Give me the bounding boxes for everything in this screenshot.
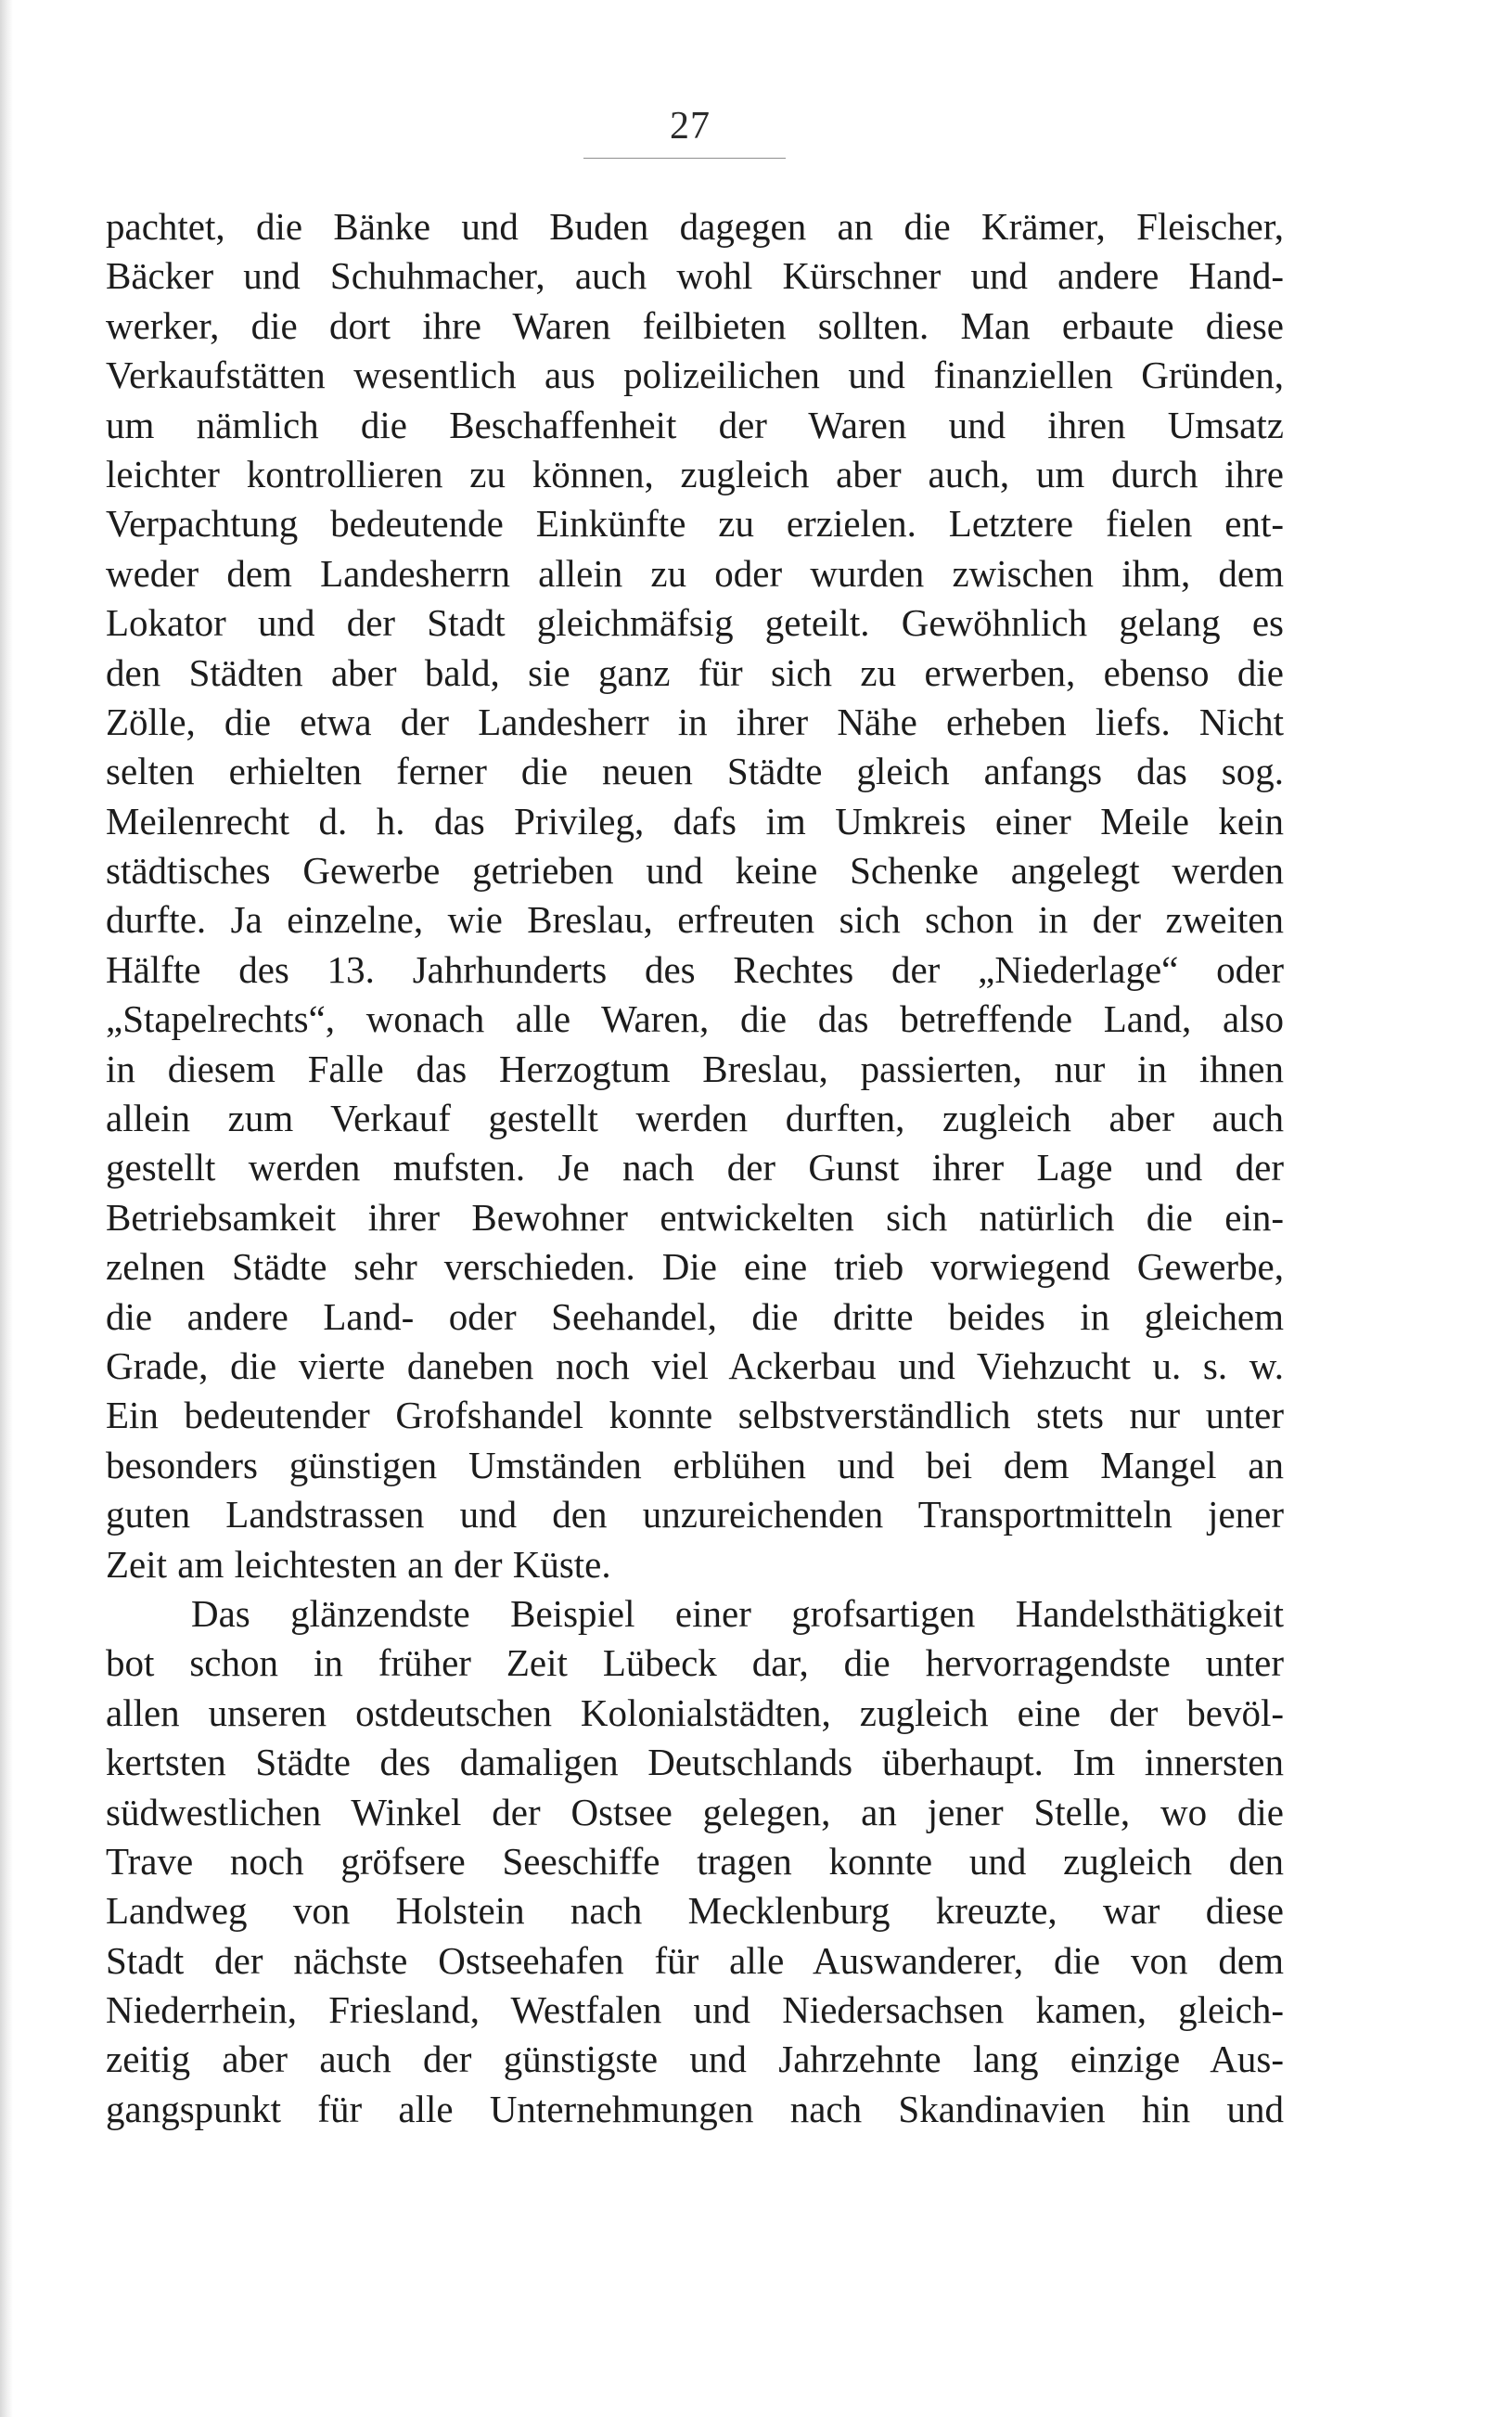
text-line: Zeit am leichtesten an der Küste. xyxy=(106,1542,611,1586)
paragraph-1 xyxy=(106,202,1284,1589)
text-line: durfte. Ja einzelne, wie Breslau, erfreuten sich schon in der zweiten xyxy=(106,898,1284,942)
text-line: Meilenrecht d. h. das Privileg, dafs im Umkreis einer Meile kein xyxy=(106,799,1284,842)
text-line: südwestlichen Winkel der Ostsee gelegen, an jener Stelle, wo die xyxy=(106,1790,1284,1833)
text-line: Bäcker und Schuhmacher, auch wohl Kürschner und andere Hand- xyxy=(106,254,1284,298)
text-line: Verpachtung bedeutende Einkünfte zu erzielen. Letztere fielen ent- xyxy=(106,502,1284,546)
text-line: besonders günstigen Umständen erblühen und bei dem Mangel an xyxy=(106,1443,1284,1486)
text-line: guten Landstrassen und den unzureichenden Transportmitteln jener xyxy=(106,1493,1284,1536)
text-line: Ein bedeutender Grofshandel konnte selbstverständlich stets nur unter xyxy=(106,1394,1284,1437)
page-binding-edge xyxy=(0,0,13,2417)
text-line: Landweg von Holstein nach Mecklenburg kreuzte, war diese xyxy=(106,1889,1284,1933)
text-line: um nämlich die Beschaffenheit der Waren und ihren Umsatz xyxy=(106,403,1284,446)
body-text xyxy=(106,202,1284,2134)
header-rule xyxy=(583,158,786,159)
text-line: „Stapelrechts“, wonach alle Waren, die das betreffende Land, also xyxy=(106,997,1284,1041)
text-line: Verkaufstätten wesentlich aus polizeilichen und finanziellen Gründen, xyxy=(106,354,1284,397)
text-line: selten erhielten ferner die neuen Städte gleich anfangs das sog. xyxy=(106,750,1284,793)
page-sheet xyxy=(13,0,1512,2417)
text-line: Zölle, die etwa der Landesherr in ihrer Nähe erheben liefs. Nicht xyxy=(106,700,1284,743)
text-line: zelnen Städte sehr verschieden. Die eine trieb vorwiegend Gewerbe, xyxy=(106,1245,1284,1289)
text-line: Das glänzendste Beispiel einer grofsartigen Handelsthätigkeit xyxy=(191,1591,1284,1635)
text-line: städtisches Gewerbe getrieben und keine Schenke angelegt werden xyxy=(106,849,1284,893)
text-line: Hälfte des 13. Jahrhunderts des Rechtes der „Niederlage“ oder xyxy=(106,947,1284,991)
text-line: allen unseren ostdeutschen Kolonialstädten, zugleich eine der bevöl- xyxy=(106,1691,1284,1734)
page-number: 27 xyxy=(670,105,711,148)
text-line: Niederrhein, Friesland, Westfalen und Niedersachsen kamen, gleich- xyxy=(106,1988,1284,2032)
text-line: bot schon in früher Zeit Lübeck dar, die hervorragendste unter xyxy=(106,1641,1284,1685)
text-line: den Städten aber bald, sie ganz für sich zu erwerben, ebenso die xyxy=(106,650,1284,694)
paragraph-2 xyxy=(106,1589,1284,2134)
text-line: Grade, die vierte daneben noch viel Ackerbau und Viehzucht u. s. w. xyxy=(106,1343,1284,1387)
text-line: weder dem Landesherrn allein zu oder wurden zwischen ihm, dem xyxy=(106,551,1284,595)
text-line: allein zum Verkauf gestellt werden durften, zugleich aber auch xyxy=(106,1097,1284,1140)
text-line: leichter kontrollieren zu können, zugleich aber auch, um durch ihre xyxy=(106,452,1284,495)
text-line: in diesem Falle das Herzogtum Breslau, passierten, nur in ihnen xyxy=(106,1047,1284,1090)
text-line: Stadt der nächste Ostseehafen für alle Auswanderer, die von dem xyxy=(106,1938,1284,1982)
text-line: Lokator und der Stadt gleichmäfsig geteilt. Gewöhnlich gelang es xyxy=(106,601,1284,645)
text-line: gestellt werden mufsten. Je nach der Gunst ihrer Lage und der xyxy=(106,1146,1284,1189)
text-line: pachtet, die Bänke und Buden dagegen an die Krämer, Fleischer, xyxy=(106,205,1284,248)
text-line: kertsten Städte des damaligen Deutschlands überhaupt. Im innersten xyxy=(106,1741,1284,1784)
text-line: die andere Land- oder Seehandel, die dritte beides in gleichem xyxy=(106,1294,1284,1338)
text-line: Betriebsamkeit ihrer Bewohner entwickelten sich natürlich die ein- xyxy=(106,1195,1284,1239)
text-line: gangspunkt für alle Unternehmungen nach Skandinavien hin und xyxy=(106,2087,1284,2130)
text-line: zeitig aber auch der günstigste und Jahrzehnte lang einzige Aus- xyxy=(106,2038,1284,2081)
text-line: werker, die dort ihre Waren feilbieten sollten. Man erbaute diese xyxy=(106,303,1284,347)
text-line: Trave noch gröfsere Seeschiffe tragen konnte und zugleich den xyxy=(106,1839,1284,1883)
